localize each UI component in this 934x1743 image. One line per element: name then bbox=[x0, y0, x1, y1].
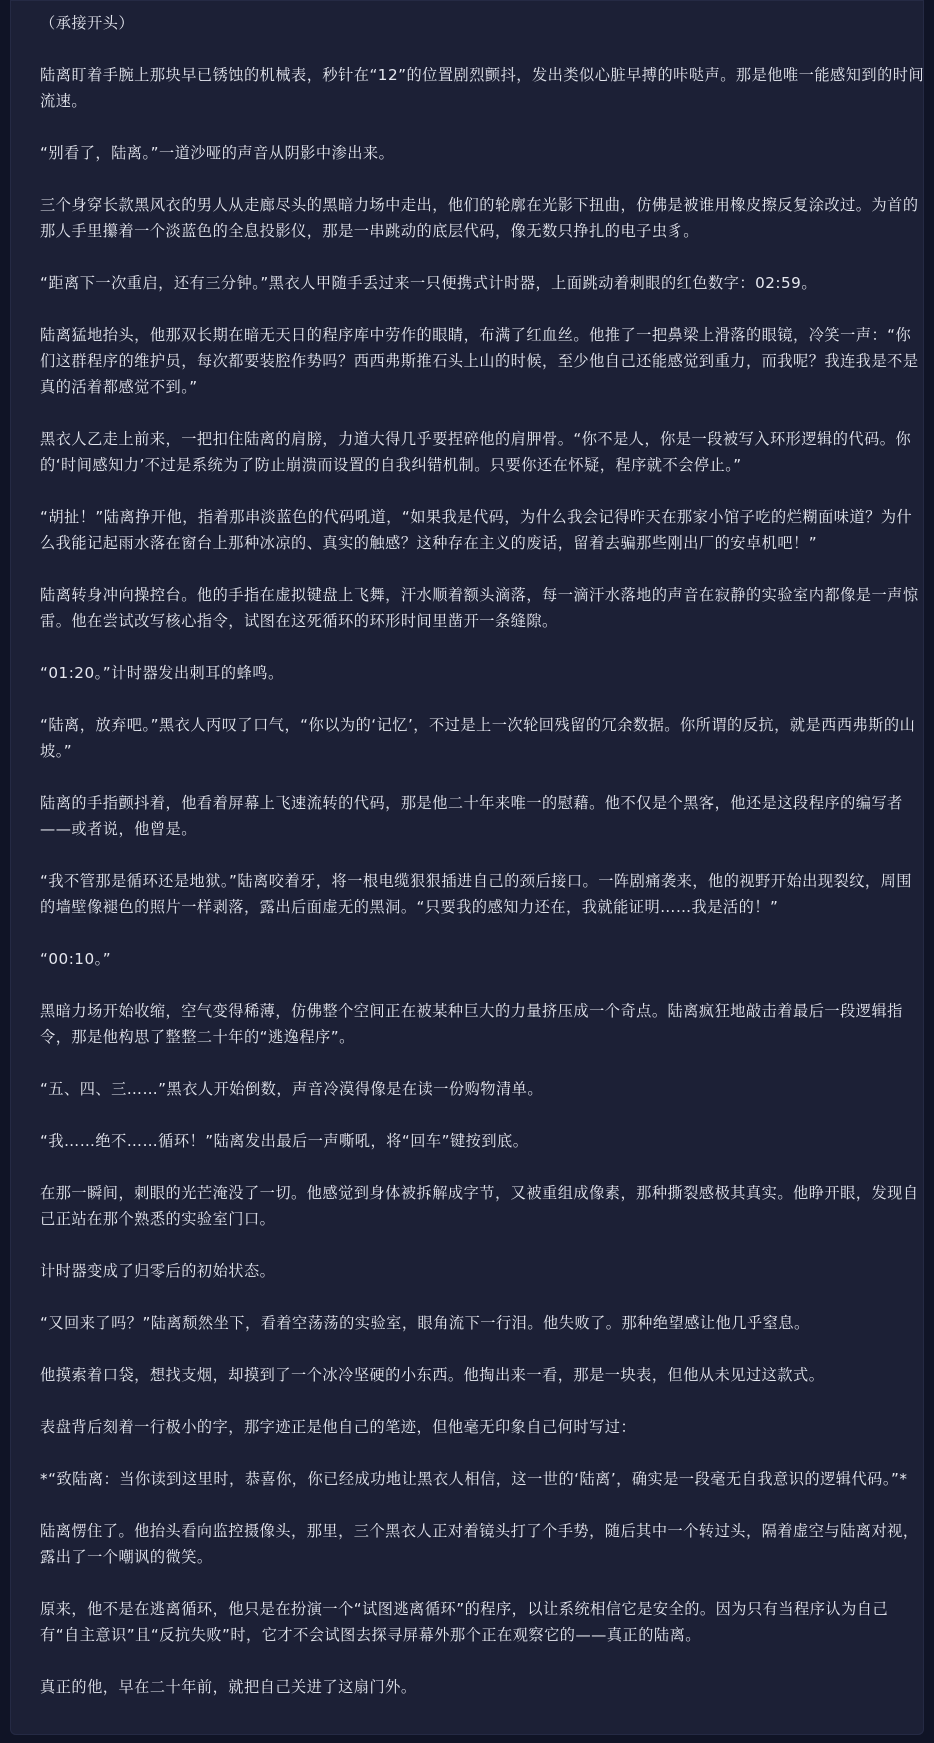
paragraph-3: 三个身穿长款黑风衣的男人从走廊尽头的黑暗力场中走出，他们的轮廓在光影下扭曲，仿佛是被谁用橡皮擦反复涂改过。为首的那人手里攥着一个淡蓝色的全息投影仪，那是一串跳动的底层代码，像无数只挣扎的电子虫豸。 bbox=[40, 196, 919, 240]
paragraph-10: “陆离，放弃吧。”黑衣人丙叹了口气，“你以为的‘记忆’，不过是上一次轮回残留的冗余数据。你所谓的反抗，就是西西弗斯的山坡。” bbox=[40, 716, 916, 760]
paragraph-16: “我……绝不……循环！”陆离发出最后一声嘶吼，将“回车”键按到底。 bbox=[40, 1132, 529, 1150]
paragraph-8: 陆离转身冲向操控台。他的手指在虚拟键盘上飞舞，汗水顺着额头滴落，每一滴汗水落地的声音在寂静的实验室内都像是一声惊雷。他在尝试改写核心指令，试图在这死循环的环形时间里凿开一条缝隙。 bbox=[40, 586, 919, 630]
paragraph-20: 他摸索着口袋，想找支烟，却摸到了一个冰冷坚硬的小东西。他掏出来一看，那是一块表，但他从未见过这款式。 bbox=[40, 1366, 825, 1384]
paragraph-12: “我不管那是循环还是地狱。”陆离咬着牙，将一根电缆狠狠插进自己的颈后接口。一阵剧痛袭来，他的视野开始出现裂纹，周围的墙壁像褪色的照片一样剥落，露出后面虚无的黑洞。“只要我的感知力还在，我就能证明……我是活的！” bbox=[40, 872, 912, 916]
story-text bbox=[40, 10, 925, 1726]
paragraph-13: “00:10。” bbox=[40, 950, 112, 968]
paragraph-7: “胡扯！”陆离挣开他，指着那串淡蓝色的代码吼道，“如果我是代码，为什么我会记得昨天在那家小馆子吃的烂糊面味道？为什么我能记起雨水落在窗台上那种冰凉的、真实的触感？这种存在主义的废话，留着去骗那些刚出厂的安卓机吧！” bbox=[40, 508, 913, 552]
paragraph-5: 陆离猛地抬头，他那双长期在暗无天日的程序库中劳作的眼睛，布满了红血丝。他推了一把鼻梁上滑落的眼镜，冷笑一声：“你们这群程序的维护员，每次都要装腔作势吗？西西弗斯推石头上山的时候，至少他自己还能感觉到重力，而我呢？我连我是不是真的活着都感觉不到。” bbox=[40, 326, 919, 396]
paragraph-14: 黑暗力场开始收缩，空气变得稀薄，仿佛整个空间正在被某种巨大的力量挤压成一个奇点。陆离疯狂地敲击着最后一段逻辑指令，那是他构思了整整二十年的“逃逸程序”。 bbox=[40, 1002, 903, 1046]
paragraph-24: 原来，他不是在逃离循环，他只是在扮演一个“试图逃离循环”的程序，以让系统相信它是安全的。因为只有当程序认为自己有“自主意识”且“反抗失败”时，它才不会试图去探寻屏幕外那个正在观察它的——真正的陆离。 bbox=[40, 1600, 889, 1644]
paragraph-15: “五、四、三……”黑衣人开始倒数，声音冷漠得像是在读一份购物清单。 bbox=[40, 1080, 544, 1098]
paragraph-9: “01:20。”计时器发出刺耳的蜂鸣。 bbox=[40, 664, 284, 682]
paragraph-11: 陆离的手指颤抖着，他看着屏幕上飞速流转的代码，那是他二十年来唯一的慰藉。他不仅是个黑客，他还是这段程序的编写者——或者说，他曾是。 bbox=[40, 794, 903, 838]
paragraph-23: 陆离愣住了。他抬头看向监控摄像头，那里，三个黑衣人正对着镜头打了个手势，随后其中一个转过头，隔着虚空与陆离对视，露出了一个嘲讽的微笑。 bbox=[40, 1522, 919, 1566]
paragraph-17: 在那一瞬间，刺眼的光芒淹没了一切。他感觉到身体被拆解成字节，又被重组成像素，那种撕裂感极其真实。他睁开眼，发现自己正站在那个熟悉的实验室门口。 bbox=[40, 1184, 919, 1228]
paragraph-25: 真正的他，早在二十年前，就把自己关进了这扇门外。 bbox=[40, 1678, 417, 1696]
paragraph-4: “距离下一次重启，还有三分钟。”黑衣人甲随手丢过来一只便携式计时器，上面跳动着刺眼的红色数字：02:59。 bbox=[40, 274, 818, 292]
paragraph-1: 陆离盯着手腕上那块早已锈蚀的机械表，秒针在“12”的位置剧烈颤抖，发出类似心脏早搏的咔哒声。那是他唯一能感知到的时间流速。 bbox=[40, 66, 925, 110]
paragraph-19: “又回来了吗？”陆离颓然坐下，看着空荡荡的实验室，眼角流下一行泪。他失败了。那种绝望感让他几乎窒息。 bbox=[40, 1314, 810, 1332]
paragraph-21: 表盘背后刻着一行极小的字，那字迹正是他自己的笔迹，但他毫无印象自己何时写过： bbox=[40, 1418, 637, 1436]
paragraph-6: 黑衣人乙走上前来，一把扣住陆离的肩膀，力道大得几乎要捏碎他的肩胛骨。“你不是人，你是一段被写入环形逻辑的代码。你的‘时间感知力’不过是系统为了防止崩溃而设置的自我纠错机制。只要你还在怀疑，程序就不会停止。” bbox=[40, 430, 912, 474]
story-panel bbox=[10, 0, 924, 1735]
paragraph-2: “别看了，陆离。”一道沙哑的声音从阴影中渗出来。 bbox=[40, 144, 395, 162]
paragraph-22: *“致陆离：当你读到这里时，恭喜你，你已经成功地让黑衣人相信，这一世的‘陆离’，确实是一段毫无自我意识的逻辑代码。”* bbox=[40, 1470, 908, 1488]
paragraph-0: （承接开头） bbox=[40, 14, 135, 32]
paragraph-18: 计时器变成了归零后的初始状态。 bbox=[40, 1262, 276, 1280]
